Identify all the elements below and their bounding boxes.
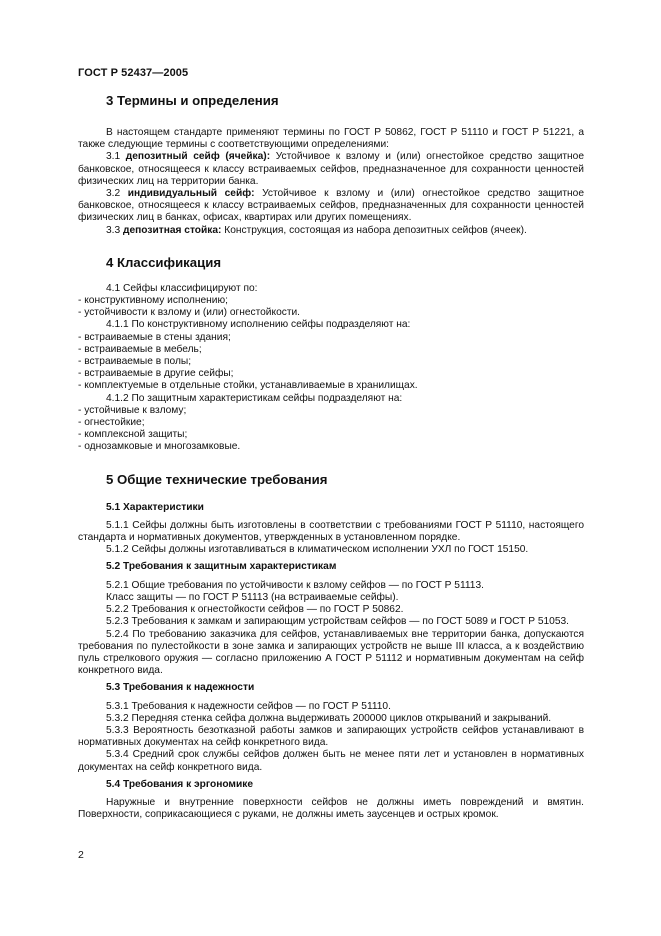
clause-5-4-text: Наружные и внутренние поверхности сейфов не должны иметь повреждений и вмятин. Поверхности, соприкасающиеся с руками, не должны иметь заусенцев и острых кромок. [78,796,584,821]
definition-term: депозитный сейф (ячейка): [125,151,271,163]
document-body [78,93,584,821]
clause-5-2-2: 5.2.2 Требования к огнестойкости сейфов — по ГОСТ Р 50862. [106,604,404,616]
definition-number: 3.2 [106,188,128,200]
subsection-5-1-heading: 5.1 Характеристики [106,501,204,513]
subsection-5-4-heading: 5.4 Требования к эргономике [106,778,253,790]
clause-5-3-3: 5.3.3 Вероятность безотказной работы замков и запирающих устройств сейфов устанавливают в нормативных документах на сейф конкретного вида. [78,724,584,749]
definition-3-1 [78,151,584,188]
subsection-5-2-heading: 5.2 Требования к защитным характеристикам [106,561,337,573]
definition-3-3 [78,225,584,237]
list-item: 4.1.2 По защитным характеристикам сейфы подразделяют на: [106,392,403,404]
definition-3-2 [78,188,584,225]
list-item: 4.1 Сейфы классифицируют по: [106,282,258,294]
list-item: - устойчивые к взлому; [78,404,187,416]
definition-term: депозитная стойка: [123,224,222,236]
clause-5-3-1: 5.3.1 Требования к надежности сейфов — по ГОСТ Р 51110. [106,700,391,712]
section-3-heading: 3 Термины и определения [106,93,279,108]
definition-term: индивидуальный сейф: [127,188,255,200]
definition-number: 3.1 [106,151,126,163]
clause-5-3-2: 5.3.2 Передняя стенка сейфа должна выдерживать 200000 циклов открываний и закрываний. [106,712,552,724]
definition-text: Устойчивое к взлому и (или) огнестойкое средство защитное банковское, относящееся к классу встраиваемых сейфов, предназначенных для сохранности ценностей физических лиц в банках, офисах, квартирах или других помещениях. [78,188,584,224]
list-item: - устойчивости к взлому и (или) огнестойкости. [78,307,301,319]
clause-5-1-1: 5.1.1 Сейфы должны быть изготовлены в соответствии с требованиями ГОСТ Р 51110, настоящего стандарта и нормативных документов, утвержденных в установленном порядке. [78,519,584,544]
list-item: - конструктивному исполнению; [78,295,228,307]
section-3-intro: В настоящем стандарте применяют термины по ГОСТ Р 50862, ГОСТ Р 51110 и ГОСТ Р 51221, а также следующие термины с соответствующими определениями: [78,127,584,151]
clause-5-3-4: 5.3.4 Средний срок службы сейфов должен быть не менее пяти лет и установлен в нормативных документах на сейф конкретного вида. [78,749,584,773]
definition-text: Устойчивое к взлому и (или) огнестойкое средство защитное банковское, относящееся к классу встраиваемых сейфов, предназначенное для сохранности ценностей физических лиц на территории банка. [78,151,585,187]
clause-5-2-3: 5.2.3 Требования к замкам и запирающим устройствам сейфов — по ГОСТ 5089 и ГОСТ Р 51053. [106,616,570,628]
list-item: - однозамковые и многозамковые. [78,441,241,453]
list-item: - комплектуемые в отдельные стойки, устанавливаемые в хранилищах. [78,380,418,392]
page-number: 2 [78,849,84,861]
subsection-5-3-heading: 5.3 Требования к надежности [106,682,255,694]
definition-number: 3.3 [106,224,123,236]
document-header: ГОСТ Р 52437—2005 [78,67,189,79]
definition-text: Конструкция, состоящая из набора депозитных сейфов (ячеек). [221,224,527,236]
list-item: - встраиваемые в другие сейфы; [78,368,234,380]
clause-5-1-2: 5.1.2 Сейфы должны изготавливаться в климатическом исполнении УХЛ по ГОСТ 15150. [106,544,529,556]
list-item: - огнестойкие; [78,417,145,429]
list-item: - комплексной защиты; [78,429,188,441]
clause-5-2-1: 5.2.1 Общие требования по устойчивости к взлому сейфов — по ГОСТ Р 51113. [106,579,484,591]
list-item: - встраиваемые в стены здания; [78,331,231,343]
section-5-heading: 5 Общие технические требования [106,471,328,487]
section-4-heading: 4 Классификация [106,254,222,270]
classification-list [78,283,584,454]
clause-5-2-1-class: Класс защиты — по ГОСТ Р 51113 (на встраиваемые сейфы). [106,591,399,603]
list-item: - встраиваемые в полы; [78,356,192,368]
list-item: - встраиваемые в мебель; [78,343,202,355]
clause-5-2-4: 5.2.4 По требованию заказчика для сейфов, устанавливаемых вне территории банка, допускаются требования по пулестойкости в зоне замка и запирающих устройств не выше III класса, а к воздействию пуль стрелкового оружия — согласно приложению А ГОСТ Р 51112 и нормативным документам на сейф конкретного вида. [78,628,584,677]
list-item: 4.1.1 По конструктивному исполнению сейфы подразделяют на: [106,319,411,331]
